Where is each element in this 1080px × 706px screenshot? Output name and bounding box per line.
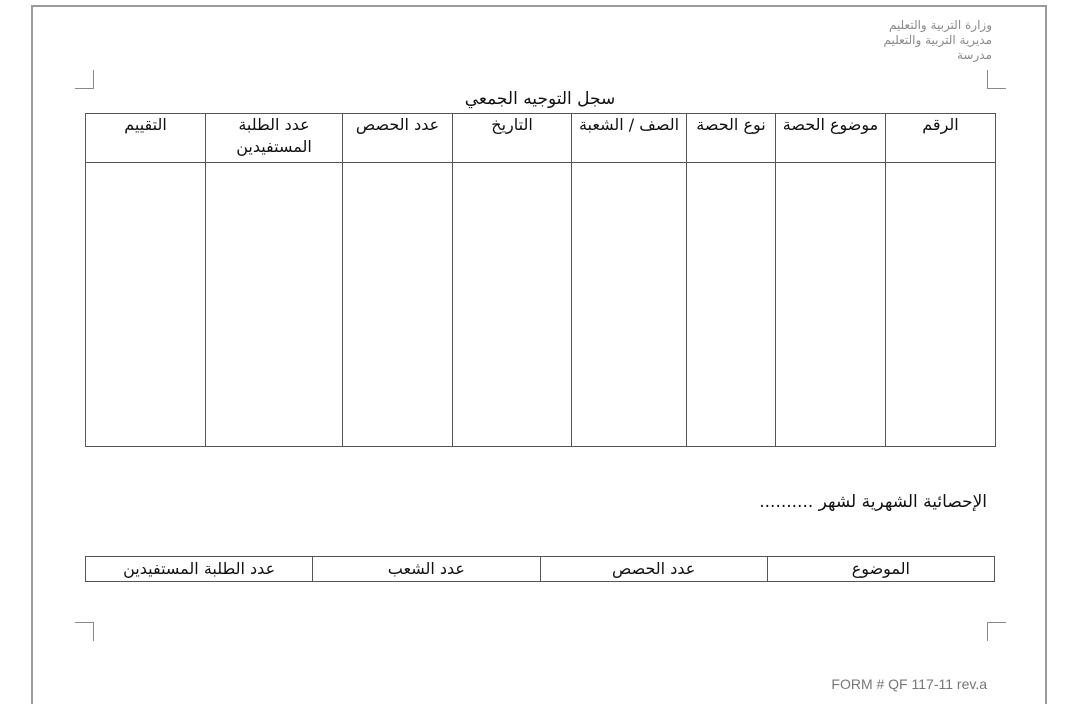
- table-cell[interactable]: [86, 163, 206, 447]
- monthly-stats-label: الإحصائية الشهرية لشهر ..........: [759, 492, 987, 512]
- crop-mark-bottom-right: [987, 622, 1006, 641]
- stats-header-topic: الموضوع: [767, 557, 994, 582]
- crop-mark-bottom-left: [75, 622, 94, 641]
- table-cell[interactable]: [453, 163, 572, 447]
- table-header-row: [86, 557, 995, 582]
- column-header-session-topic: موضوع الحصة: [776, 114, 886, 163]
- crop-mark-top-left: [75, 70, 94, 89]
- column-header-number: الرقم: [886, 114, 996, 163]
- header-directorate-line: مديرية التربية والتعليم: [883, 33, 992, 47]
- form-code: FORM # QF 117-11 rev.a: [831, 676, 987, 692]
- table-row: [86, 163, 996, 447]
- table-cell[interactable]: [886, 163, 996, 447]
- column-header-session-type: نوع الحصة: [687, 114, 776, 163]
- column-header-date: التاريخ: [453, 114, 572, 163]
- document-title: سجل التوجيه الجمعي: [464, 89, 616, 109]
- stats-header-session-count: عدد الحصص: [540, 557, 767, 582]
- column-header-session-count: عدد الحصص: [343, 114, 453, 163]
- header-ministry-line: وزارة التربية والتعليم: [888, 18, 992, 32]
- stats-header-section-count: عدد الشعب: [313, 557, 540, 582]
- monthly-stats-table: [85, 556, 995, 582]
- column-header-class-section: الصف / الشعبة: [572, 114, 687, 163]
- table-cell[interactable]: [776, 163, 886, 447]
- crop-mark-top-right: [987, 70, 1006, 89]
- column-header-evaluation: التقييم: [86, 114, 206, 163]
- table-cell[interactable]: [343, 163, 453, 447]
- header-school-line: مدرسة: [956, 48, 992, 62]
- stats-header-beneficiaries: عدد الطلبة المستفيدين: [86, 557, 313, 582]
- table-cell[interactable]: [572, 163, 687, 447]
- guidance-log-table: [85, 113, 996, 447]
- table-cell[interactable]: [687, 163, 776, 447]
- table-cell[interactable]: [206, 163, 343, 447]
- table-header-row: [86, 114, 996, 163]
- ministry-header: [884, 18, 993, 63]
- column-header-beneficiaries: عدد الطلبة المستفيدين: [206, 114, 343, 163]
